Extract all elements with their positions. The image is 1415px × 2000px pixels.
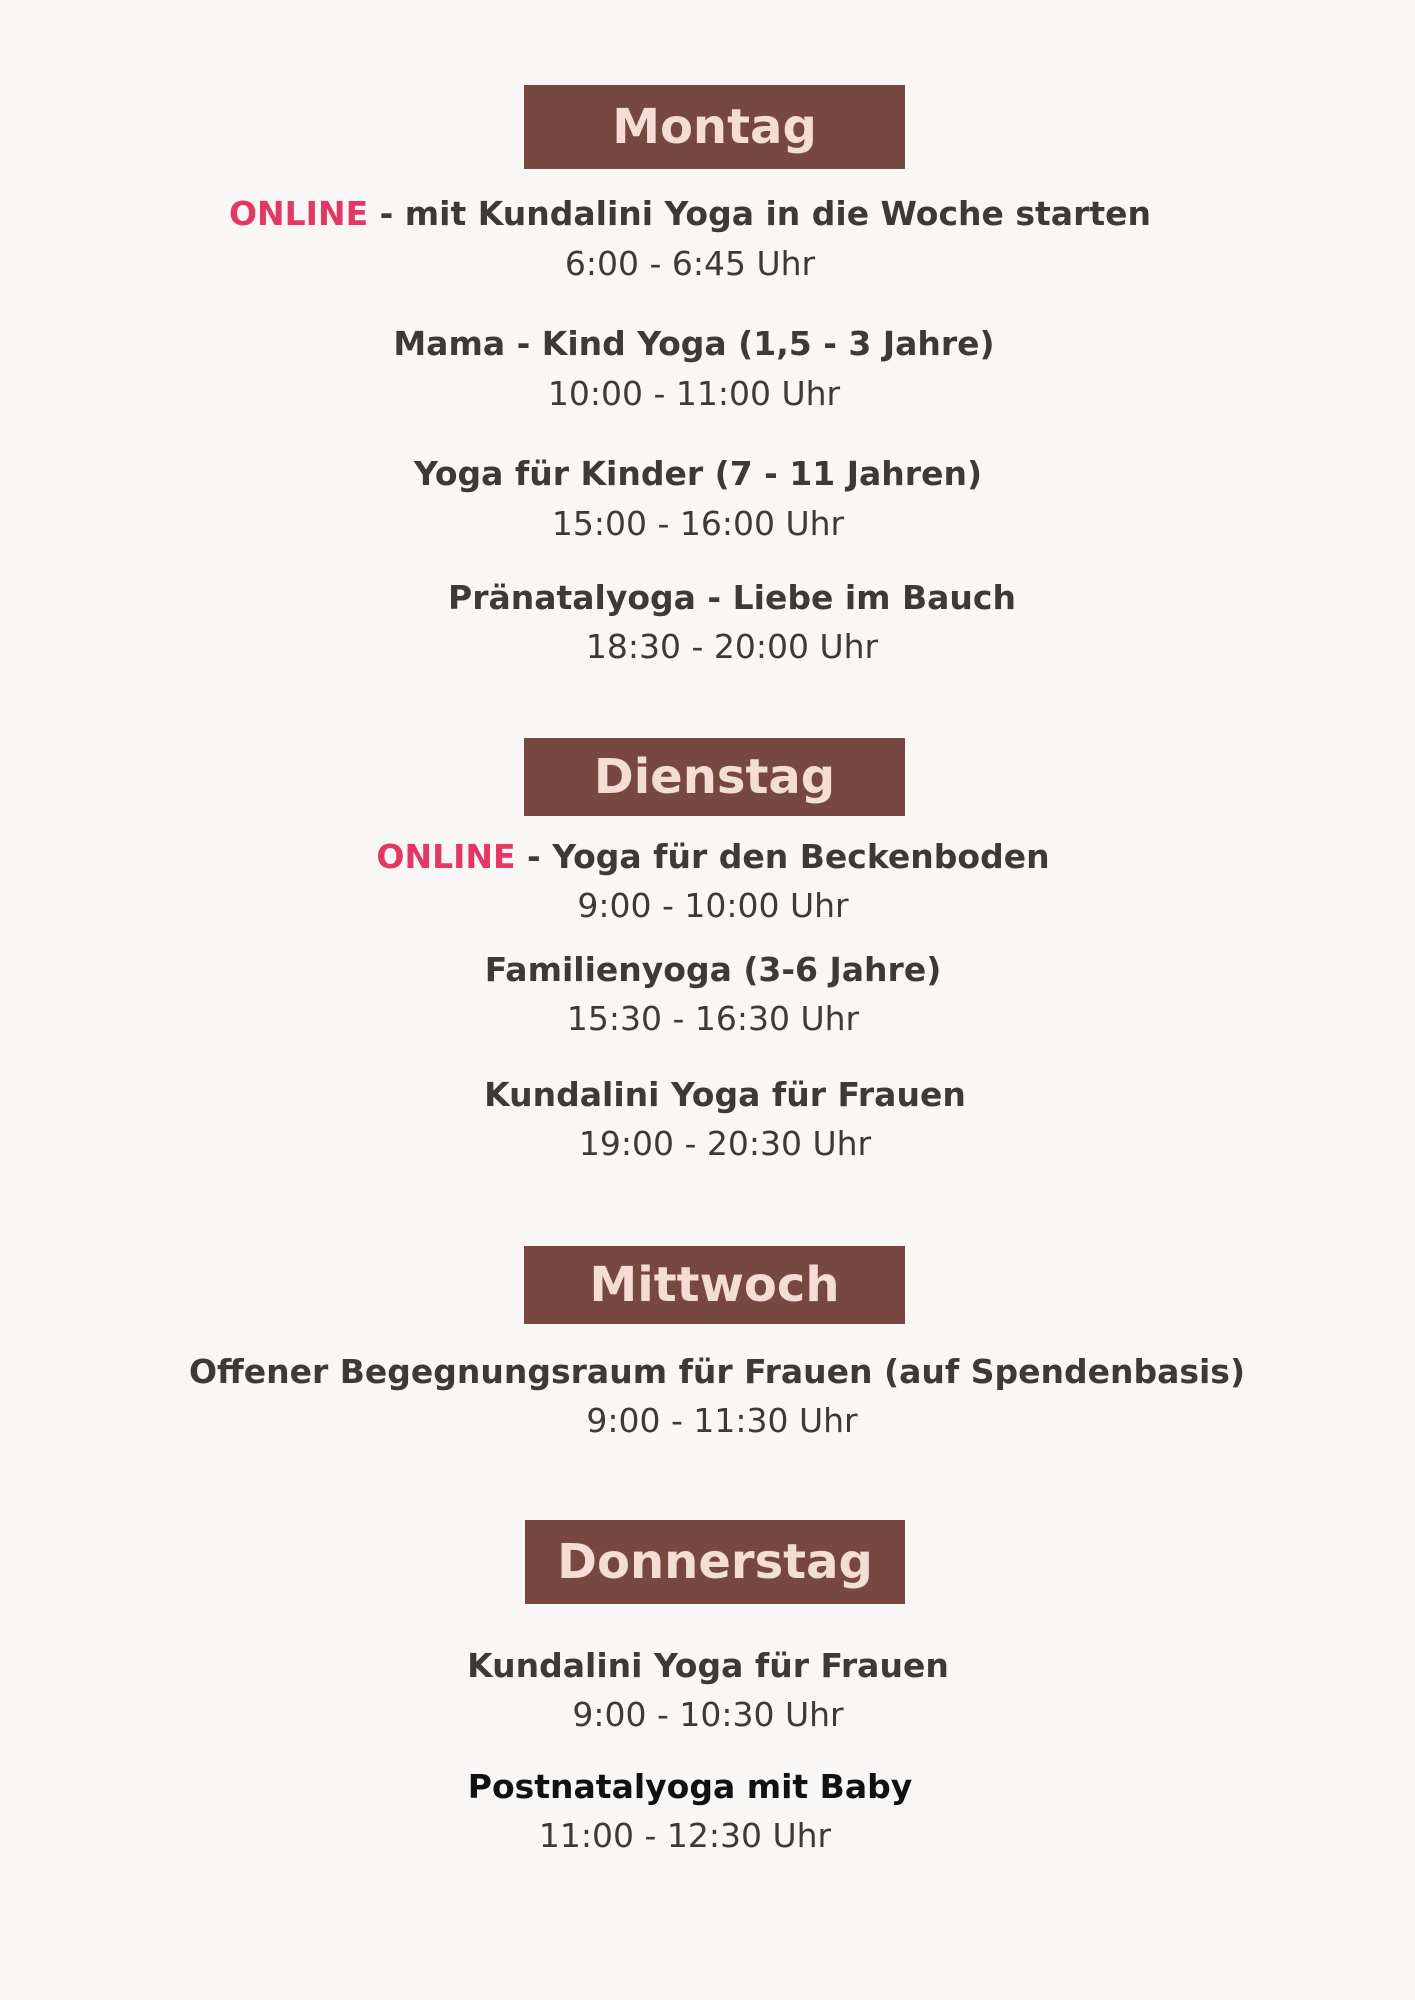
class-title: Pränatalyoga - Liebe im Bauch xyxy=(448,578,1016,617)
day-header-donnerstag: Donnerstag xyxy=(525,1520,905,1604)
class-time: 11:00 - 12:30 Uhr xyxy=(538,1816,832,1855)
class-time: 18:30 - 20:00 Uhr xyxy=(585,627,879,666)
class-time: 10:00 - 11:00 Uhr xyxy=(547,374,841,413)
class-time: 9:00 - 10:30 Uhr xyxy=(572,1695,844,1734)
day-header-montag: Montag xyxy=(524,85,905,169)
class-time: 9:00 - 10:00 Uhr xyxy=(577,886,849,925)
online-tag: ONLINE xyxy=(376,837,516,876)
class-time: 9:00 - 11:30 Uhr xyxy=(586,1401,858,1440)
class-title-text: - Yoga für den Beckenboden xyxy=(515,837,1050,876)
class-title: Familienyoga (3-6 Jahre) xyxy=(484,950,942,989)
class-title xyxy=(0,837,1415,877)
day-header-mittwoch: Mittwoch xyxy=(524,1246,905,1324)
class-time: 15:00 - 16:00 Uhr xyxy=(551,504,845,543)
class-title: Offener Begegnungsraum für Frauen (auf Spendenbasis) xyxy=(188,1352,1246,1391)
online-tag: ONLINE xyxy=(228,194,369,233)
class-title: Postnatalyoga mit Baby xyxy=(467,1767,913,1806)
class-title: Kundalini Yoga für Frauen xyxy=(467,1646,949,1685)
day-header-dienstag: Dienstag xyxy=(524,738,905,816)
class-time: 6:00 - 6:45 Uhr xyxy=(564,244,816,283)
class-title: Kundalini Yoga für Frauen xyxy=(484,1075,966,1114)
class-title-text: - mit Kundalini Yoga in die Woche starten xyxy=(368,194,1151,233)
class-title xyxy=(0,194,1380,234)
class-time: 15:30 - 16:30 Uhr xyxy=(566,999,860,1038)
class-title: Yoga für Kinder (7 - 11 Jahren) xyxy=(413,454,983,493)
class-title: Mama - Kind Yoga (1,5 - 3 Jahre) xyxy=(393,324,995,363)
class-time: 19:00 - 20:30 Uhr xyxy=(578,1124,872,1163)
